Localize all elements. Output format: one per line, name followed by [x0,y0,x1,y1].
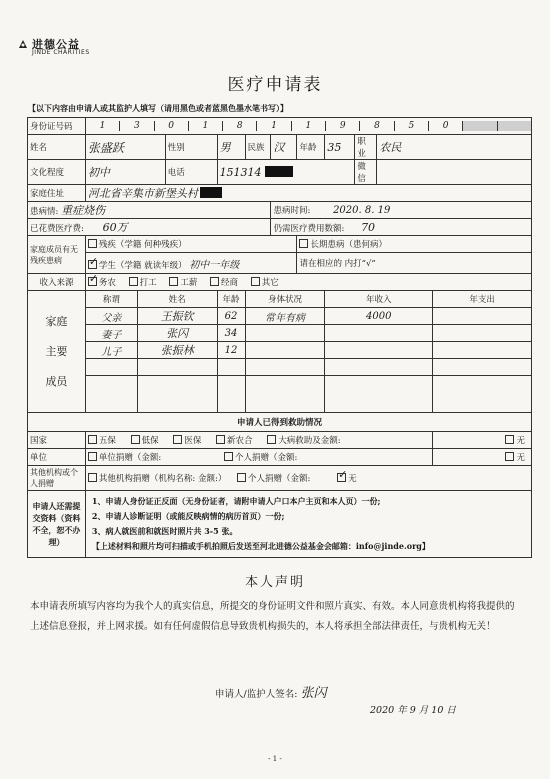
checkbox-icon[interactable] [237,473,246,482]
aid-unit-label: 单位 [28,449,86,466]
family-health[interactable] [245,359,325,376]
aid-opt-wubao[interactable] [88,436,116,446]
family-header-row [28,291,532,308]
family-name[interactable]: 王振钦 [137,308,217,325]
application-form [27,117,532,558]
logo-mark-icon [18,39,28,49]
checkbox-icon[interactable] [505,452,514,461]
declaration-body: 本申请表所填写内容均为我个人的真实信息，所提交的身份证明文件和照片真实、有效。本人同意贵机构将我提供的上述信息登报，并上网求援。如有任何虚假信息导致贵机构损失的，本人将承担全部法律责任，与贵机构无关！ [30,601,515,632]
address-value: 河北省辛集市新堡头村 [87,187,198,200]
age-value[interactable]: 35 [325,135,355,160]
aid-other-row [28,466,532,491]
address-row [28,185,532,202]
phone-label: 电话 [165,160,217,185]
address-field[interactable] [85,185,531,202]
checkbox-icon[interactable] [210,277,219,286]
illness-field[interactable] [28,202,271,219]
aid-opt-label: 低保 [141,436,159,446]
redacted-block [265,166,293,177]
id-digit: 8 [359,121,393,131]
table-row [28,359,532,376]
spent-field[interactable] [28,219,271,236]
submit-list [85,491,531,558]
aid-opt-label: 大病救助及金额: [278,436,341,446]
checkbox-icon[interactable] [129,277,138,286]
aid-country-options [85,432,432,449]
family-age[interactable]: 62 [217,308,245,325]
aid-unit-options [85,449,432,466]
checked-checkbox-icon[interactable] [337,473,346,482]
long-illness-label: 长期患病（患何病） [310,240,387,250]
submit-item: 2、申请人诊断证明（或能反映病情的病历首页）一份; [91,511,285,521]
illness-value: 重症烧伤 [61,204,106,217]
submit-item: 3、病人就医前和就医时照片共 3-5 张。 [91,526,238,536]
family-age[interactable]: 34 [217,325,245,342]
instruction-text: 【以下内容由申请人或其监护人填写（请用黑色或者蓝黑色墨水笔书写）】 [28,103,288,113]
aid-none-label: 无 [348,474,357,484]
checkbox-icon[interactable] [505,435,514,444]
aid-opt-label: 其他机构捐赠（机构名称: 金额:） [98,474,227,484]
family-label-line: 家庭 [45,314,68,328]
wechat-value[interactable] [377,160,532,185]
ethnic-label: 民族 [245,135,271,160]
id-digit [462,121,496,131]
aid-opt-xinnonghe[interactable] [216,436,253,446]
income-source-row [28,274,532,291]
family-col-health: 身体状况 [245,291,325,308]
aid-other-label: 其他机构或个人捐赠 [28,466,86,491]
family-col-expense: 年支出 [433,291,532,308]
income-opt-business[interactable] [210,278,238,288]
student-option-label: 学生（学籍 就读年级） [98,260,187,271]
disability-row [28,236,532,253]
family-col-income: 年收入 [325,291,433,308]
illness-label: 患病情: [30,207,59,217]
family-income[interactable] [325,325,433,342]
id-row [28,118,532,135]
signature-line [215,682,326,701]
redacted-block [200,187,222,198]
need-label: 仍需医疗费用数额: [273,223,345,234]
phone-value: 151314 [219,165,262,179]
income-opt-salary[interactable] [169,278,197,288]
id-digit: 8 [222,121,256,131]
income-opt-label: 工薪 [180,278,198,288]
checkbox-icon[interactable] [173,435,182,444]
aid-opt-label: 单位捐赠（金额: [98,453,162,463]
checkbox-icon[interactable] [88,452,97,461]
checkbox-icon[interactable] [131,435,140,444]
aid-opt-dibao[interactable] [131,436,159,446]
aid-opt-label: 医保 [184,436,202,446]
address-label: 家庭住址 [28,185,86,202]
income-opt-label: 打工 [139,278,157,288]
aid-heading-row [28,413,532,432]
gender-value[interactable]: 男 [217,135,245,160]
checkbox-icon[interactable] [251,277,260,286]
id-digit: 5 [394,121,428,131]
income-source-label: 收入来源 [28,274,86,291]
signature-label: 申请人/监护人签名: [215,689,298,700]
family-relation[interactable]: 父亲 [85,308,137,325]
family-expense[interactable] [433,342,532,359]
id-digit: 0 [428,121,462,131]
student-grade-value: 初中一年级 [189,259,240,271]
student-row [28,253,532,274]
aid-other-options [85,466,531,491]
age-label: 年龄 [297,135,325,160]
aid-none-label: 无 [516,453,525,463]
family-name[interactable] [137,359,217,376]
income-opt-other[interactable] [251,278,279,288]
aid-opt-label: 五保 [98,436,116,446]
family-name[interactable]: 张振林 [137,342,217,359]
illness-time-value: 2020. 8. 19 [333,205,391,216]
checked-checkbox-icon[interactable] [88,260,97,269]
sign-date[interactable]: 2020 年 9 月 10 日 [370,705,456,716]
spent-value: 60万 [102,221,128,234]
id-digit: 0 [154,121,188,131]
name-row [28,135,532,160]
education-value[interactable]: 初中 [85,160,165,185]
id-digit: 3 [119,121,153,131]
checkbox-icon[interactable] [267,435,276,444]
table-row [28,342,532,359]
submit-row [28,491,532,558]
cost-row [28,219,532,236]
page-number: - 1 - [268,755,282,763]
id-digit: 1 [99,121,106,131]
checked-checkbox-icon[interactable] [88,277,97,286]
aid-other-none[interactable] [337,474,357,484]
family-relation[interactable]: 妻子 [85,325,137,342]
illness-row [28,202,532,219]
family-health[interactable] [245,342,325,359]
phone-field[interactable] [217,160,355,185]
need-value: 70 [361,220,376,234]
disability-option-label: 残疾（学籍 何种残疾） [98,240,187,250]
family-label-line: 成员 [45,374,68,388]
family-col-age: 年龄 [217,291,245,308]
aid-opt-yibao[interactable] [173,436,201,446]
id-number-field[interactable] [85,118,531,135]
family-relation[interactable] [85,359,137,376]
family-health[interactable]: 常年有病 [245,308,325,325]
declaration-title: 本人声明 [244,575,305,590]
checkbox-icon[interactable] [299,239,308,248]
illness-time-field[interactable] [271,202,532,219]
id-digit: 1 [291,121,325,131]
family-income[interactable] [325,359,433,376]
family-section-label [28,291,86,413]
family-name[interactable]: 张闪 [137,325,217,342]
disability-label: 家庭成员有无残疾患病 [28,236,86,274]
ethnic-value[interactable]: 汉 [271,135,297,160]
aid-opt-label: 个人捐赠（金额: [234,453,298,463]
income-opt-work[interactable] [129,278,157,288]
family-col-name: 姓名 [137,291,217,308]
aid-opt-label: 个人捐赠（金额: [248,474,311,484]
job-value[interactable]: 农民 [377,135,532,160]
family-age[interactable]: 12 [217,342,245,359]
tick-hint-text: 请在相应的 内打“√” [299,259,376,269]
aid-heading: 申请人已得到救助情况 [28,413,532,432]
wechat-label: 微信 [355,160,377,185]
aid-opt-major-illness[interactable] [267,436,340,446]
checkbox-icon[interactable] [88,435,97,444]
form-title: 医疗申请表 [227,75,323,95]
family-age[interactable] [217,359,245,376]
aid-opt-unit-donation[interactable] [88,453,161,463]
jinde-logo [18,36,90,56]
id-digit: 1 [188,121,222,131]
submit-item: 1、申请人身份证正反面（无身份证者，请附申请人户口本户主页和本人页）一份; [91,496,381,506]
aid-opt-org-donation[interactable] [88,474,226,484]
table-row [28,308,532,325]
id-digit: 9 [325,121,359,131]
need-field[interactable] [271,219,532,236]
name-value[interactable]: 张盛跃 [85,135,165,160]
checkbox-icon[interactable] [88,473,97,482]
tick-hint [297,253,532,274]
illness-time-label: 患病时间: [273,206,311,216]
family-label-line: 主要 [45,344,68,358]
family-expense[interactable] [433,376,532,413]
family-expense[interactable] [433,325,532,342]
aid-unit-row [28,449,532,466]
checkbox-icon[interactable] [224,452,233,461]
family-relation[interactable] [85,376,137,413]
aid-country-none[interactable] [433,432,532,449]
logo-cn: 进德公益 [32,38,80,51]
aid-none-label: 无 [516,436,525,446]
family-income[interactable] [325,376,433,413]
aid-country-row [28,432,532,449]
family-income[interactable] [325,342,433,359]
education-label: 文化程度 [28,160,86,185]
logo-en: JINDE CHARITIES [32,49,90,56]
submit-item: 【上述材料和照片均可扫描或手机拍照后发送至河北进德公益基金会邮箱：info@jinde.org】 [91,541,430,551]
id-label: 身份证号码 [28,118,86,135]
spent-label: 已花费医疗费: [30,224,84,234]
family-name[interactable] [137,376,217,413]
disability-option[interactable] [85,236,297,253]
table-row [28,376,532,413]
education-row [28,160,532,185]
aid-opt-label: 新农合 [227,436,253,446]
signature-value[interactable]: 张闪 [300,686,327,701]
family-expense[interactable] [433,308,532,325]
checkbox-icon[interactable] [169,277,178,286]
aid-opt-personal-donation[interactable] [224,453,297,463]
long-illness-option[interactable] [297,236,532,253]
table-row [28,325,532,342]
id-digit: 1 [256,121,290,131]
family-income[interactable]: 4000 [325,308,433,325]
gender-label: 性别 [165,135,217,160]
family-age[interactable] [217,376,245,413]
family-health[interactable] [245,325,325,342]
checkbox-icon[interactable] [88,239,97,248]
id-digit [497,121,531,131]
submit-label: 申请人还需提交资料（资料不全，恕不办理） [28,491,86,558]
student-option[interactable] [85,253,297,274]
family-col-relation: 称谓 [85,291,137,308]
income-opt-label: 经商 [221,278,239,288]
name-label: 姓名 [28,135,86,160]
aid-country-label: 国家 [28,432,86,449]
income-opt-label: 其它 [261,278,279,288]
income-opt-farming[interactable] [88,278,116,288]
job-label: 职业 [355,135,377,160]
aid-opt-individual-donation[interactable] [237,474,310,484]
family-expense[interactable] [433,359,532,376]
family-relation[interactable]: 儿子 [85,342,137,359]
income-opt-label: 务农 [98,278,116,288]
income-source-options [85,274,531,291]
family-health[interactable] [245,376,325,413]
aid-unit-none[interactable] [433,449,532,466]
checkbox-icon[interactable] [216,435,225,444]
